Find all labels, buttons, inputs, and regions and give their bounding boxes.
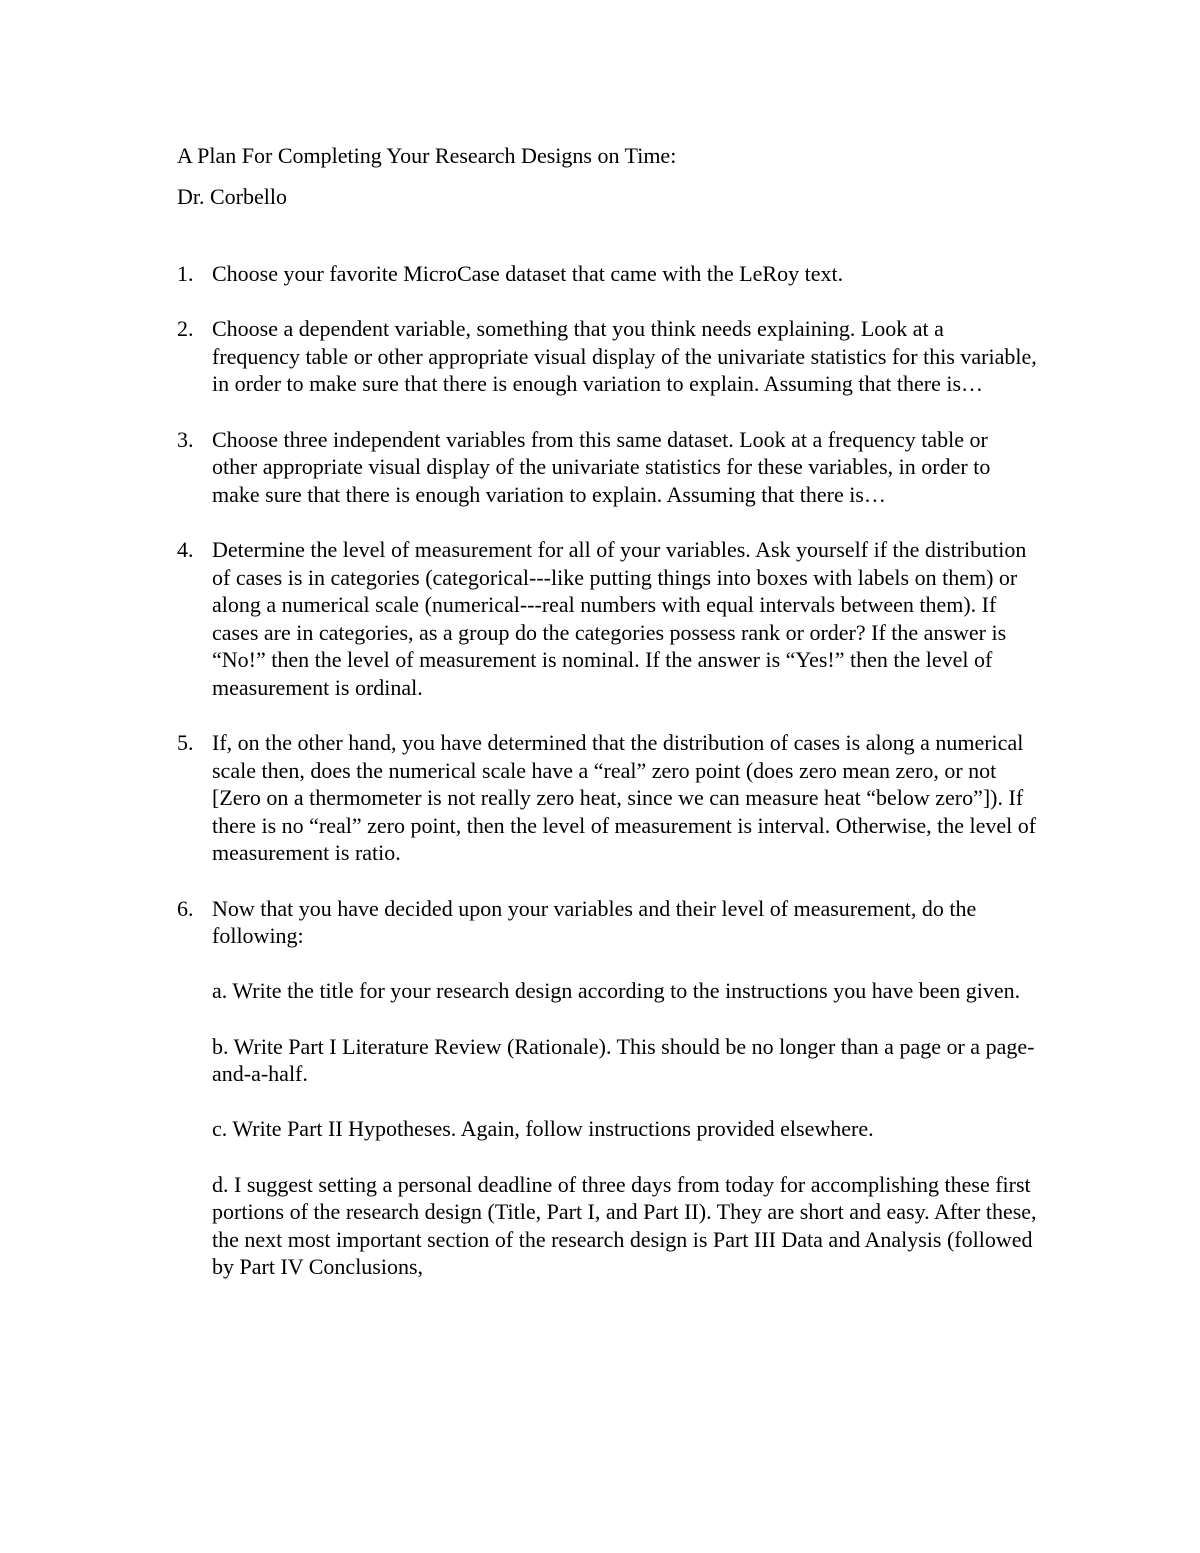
sub-item: d. I suggest setting a personal deadline of three days from today for accomplishing these first portions of the research design (Title, Part I, and Part II). They are short and easy. After these, the next most important section of the research design is Part III Data and Analysis (followed by Part IV Conclusions,	[212, 1171, 1037, 1280]
list-item	[177, 895, 1037, 1281]
list-item-text: Choose your favorite MicroCase dataset that came with the LeRoy text.	[212, 261, 844, 286]
numbered-list	[177, 260, 1037, 1309]
list-item	[177, 426, 1037, 509]
list-item-number: 6.	[177, 895, 194, 921]
list-item-text: Choose a dependent variable, something that you think needs explaining. Look at a frequency table or other appropriate visual display of the univariate statistics for this variable, in order to make sure that there is enough variation to explain. Assuming that there is…	[212, 316, 1037, 397]
list-item-text: If, on the other hand, you have determined that the distribution of cases is along a numerical scale then, does the numerical scale have a “real” zero point (does zero mean zero, or not [Zero on a thermometer is not really zero heat, since we can measure heat “below zero”]). If there is no “real” zero point, then the level of measurement is interval. Otherwise, the level of measurement is ratio.	[212, 730, 1037, 866]
list-item-text: Determine the level of measurement for all of your variables. Ask yourself if the distribution of cases is in categories (categorical---like putting things into boxes with labels on them) or along a numerical scale (numerical---real numbers with equal intervals between them). If cases are in categories, as a group do the categories possess rank or order? If the answer is “No!” then the level of measurement is nominal. If the answer is “Yes!” then the level of measurement is ordinal.	[212, 536, 1027, 700]
list-item	[177, 729, 1037, 867]
list-item-number: 3.	[177, 426, 194, 452]
list-item-text: Choose three independent variables from this same dataset. Look at a frequency table or other appropriate visual display of the univariate statistics for these variables, in order to make sure that there is enough variation to explain. Assuming that there is…	[212, 426, 991, 507]
list-item-number: 1.	[177, 261, 194, 286]
list-item	[177, 315, 1037, 398]
list-item	[177, 536, 1037, 702]
list-item	[177, 260, 1037, 288]
sub-item: c. Write Part II Hypotheses. Again, follow instructions provided elsewhere.	[212, 1116, 874, 1142]
document-title: A Plan For Completing Your Research Designs on Time:	[177, 143, 677, 168]
document-author: Dr. Corbello	[177, 184, 287, 209]
list-item-number: 4.	[177, 536, 194, 562]
list-item-text: Now that you have decided upon your variables and their level of measurement, do the following:	[212, 895, 977, 949]
list-item-number: 2.	[177, 316, 194, 342]
list-item-number: 5.	[177, 730, 194, 756]
sub-item: b. Write Part I Literature Review (Rationale). This should be no longer than a page or a page-and-a-half.	[212, 1033, 1035, 1087]
sub-item: a. Write the title for your research design according to the instructions you have been given.	[212, 978, 1021, 1004]
